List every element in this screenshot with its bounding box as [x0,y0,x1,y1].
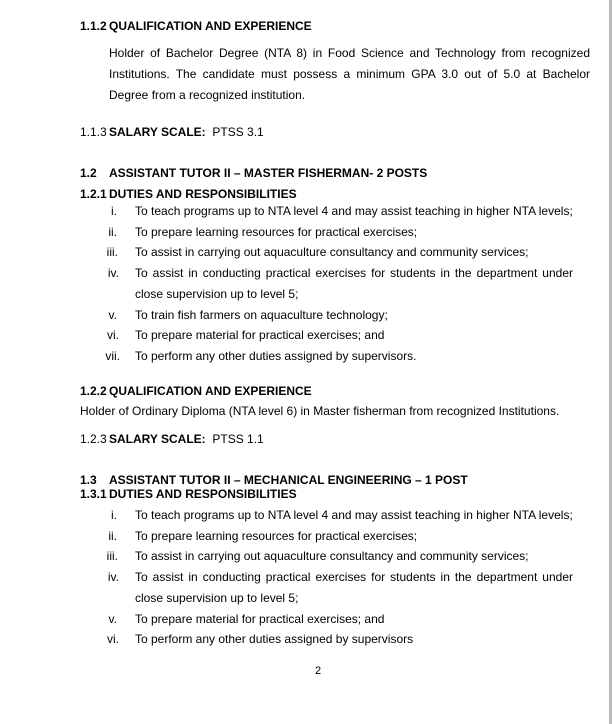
qualification-line-2: Institutions. The candidate must possess a minimum GPA 3.0 out of 5.0 at Bachelor [109,67,590,81]
heading-1-1-2: 1.1.2 QUALIFICATION AND EXPERIENCE [80,19,312,33]
list-item: v. To train fish farmers on aquaculture technology; [108,308,388,322]
qualification-text-1-2-2: Holder of Ordinary Diploma (NTA level 6) in Master fisherman from recognized Institutions. [80,404,560,418]
qualification-line-3: Degree from a recognized institution. [109,88,306,102]
list-item-continuation: close supervision up to level 5; [135,287,299,301]
list-item: vii. To perform any other duties assigned by supervisors. [105,349,417,363]
list-item-continuation: close supervision up to level 5; [135,591,299,605]
heading-1-2-1: 1.2.1 DUTIES AND RESPONSIBILITIES [80,187,297,201]
list-item: i. To teach programs up to NTA level 4 and may assist teaching in higher NTA levels; [111,204,573,218]
list-item: v. To prepare material for practical exercises; and [108,612,385,626]
heading-1-2-2: 1.2.2 QUALIFICATION AND EXPERIENCE [80,384,312,398]
list-item: vi. To prepare material for practical exercises; and [107,328,385,342]
heading-1-2: 1.2 ASSISTANT TUTOR II – MASTER FISHERMAN- 2 POSTS [80,166,428,180]
list-item: ii. To prepare learning resources for practical exercises; [108,529,418,543]
list-item: i. To teach programs up to NTA level 4 and may assist teaching in higher NTA levels; [111,508,573,522]
list-item: vi. To perform any other duties assigned by supervisors [107,632,414,646]
heading-1-3: 1.3 ASSISTANT TUTOR II – MECHANICAL ENGINEERING – 1 POST [80,473,468,487]
qualification-line-1: Holder of Bachelor Degree (NTA 8) in Food Science and Technology from recognized [109,46,590,60]
salary-scale-1-1-3: 1.1.3 SALARY SCALE: PTSS 3.1 [80,125,264,139]
salary-scale-1-2-3: 1.2.3 SALARY SCALE: PTSS 1.1 [80,432,264,446]
list-item: iv. To assist in conducting practical exercises for students in the department under [107,570,573,584]
list-item: ii. To prepare learning resources for practical exercises; [108,225,418,239]
list-item: iii. To assist in carrying out aquaculture consultancy and community services; [106,549,529,563]
list-item: iv. To assist in conducting practical exercises for students in the department under [107,266,573,280]
heading-1-3-1: 1.3.1 DUTIES AND RESPONSIBILITIES [80,487,297,501]
page-number: 2 [314,665,322,677]
list-item: iii. To assist in carrying out aquaculture consultancy and community services; [106,245,529,259]
